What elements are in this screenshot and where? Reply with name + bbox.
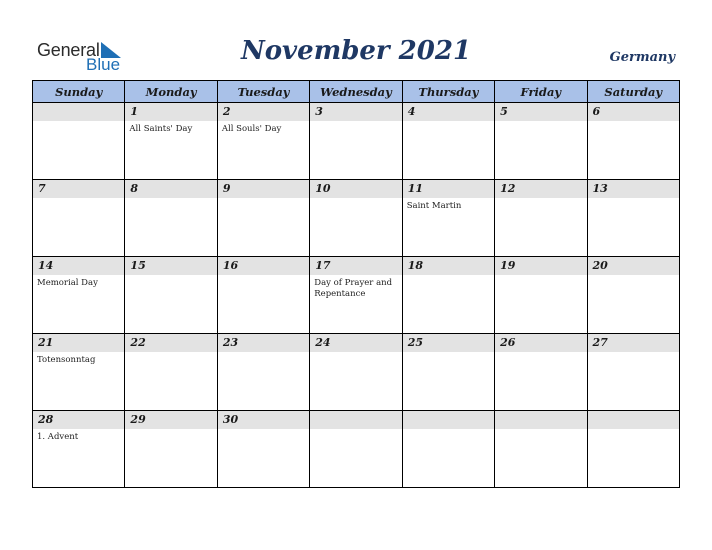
day-cell[interactable]: [33, 257, 125, 334]
holiday-label: [125, 429, 216, 432]
day-cell[interactable]: [495, 257, 587, 334]
holiday-label: [403, 429, 494, 432]
day-cell[interactable]: [310, 334, 402, 411]
holiday-label: [218, 429, 309, 432]
week-row: [33, 180, 680, 257]
holiday-label: [310, 198, 401, 201]
weekday-header-wednesday: Wednesday: [310, 81, 402, 103]
day-number: 18: [403, 257, 494, 275]
holiday-label: [125, 275, 216, 278]
day-cell[interactable]: [402, 411, 494, 488]
day-cell[interactable]: [125, 180, 217, 257]
holiday-label: Saint Martin: [406, 201, 462, 211]
day-cell[interactable]: [402, 257, 494, 334]
day-cell[interactable]: [402, 334, 494, 411]
holiday-label: [33, 121, 124, 124]
holiday-label: [495, 352, 586, 355]
day-number: 28: [33, 411, 124, 429]
day-number: 6: [588, 103, 679, 121]
day-number: 2: [218, 103, 309, 121]
day-number: 19: [495, 257, 586, 275]
holiday-label: [495, 275, 586, 278]
holiday-label: [588, 198, 679, 201]
day-cell[interactable]: [217, 411, 309, 488]
holiday-label: [310, 352, 401, 355]
day-number: [588, 411, 679, 429]
weekday-header-monday: Monday: [125, 81, 217, 103]
day-cell[interactable]: [587, 103, 679, 180]
day-cell[interactable]: [402, 180, 494, 257]
day-cell[interactable]: [495, 334, 587, 411]
day-cell[interactable]: [587, 411, 679, 488]
day-number: [310, 411, 401, 429]
day-number: 4: [403, 103, 494, 121]
day-cell[interactable]: [310, 103, 402, 180]
day-cell[interactable]: [217, 334, 309, 411]
holiday-label: [218, 352, 309, 355]
weekday-header-friday: Friday: [495, 81, 587, 103]
week-row: [33, 334, 680, 411]
day-cell[interactable]: [495, 180, 587, 257]
day-cell[interactable]: [310, 257, 402, 334]
day-cell[interactable]: [33, 180, 125, 257]
holiday-label: 1. Advent: [37, 432, 79, 442]
day-number: 16: [218, 257, 309, 275]
holiday-label: [33, 198, 124, 201]
logo-text-general: General: [37, 40, 100, 60]
day-number: 21: [33, 334, 124, 352]
day-number: 26: [495, 334, 586, 352]
day-cell[interactable]: [125, 334, 217, 411]
weekday-header-sunday: Sunday: [33, 81, 125, 103]
day-number: 24: [310, 334, 401, 352]
weekday-header-thursday: Thursday: [402, 81, 494, 103]
holiday-label: [125, 198, 216, 201]
holiday-label: All Souls' Day: [221, 124, 282, 134]
day-number: 5: [495, 103, 586, 121]
day-number: 1: [125, 103, 216, 121]
holiday-label: [218, 275, 309, 278]
holiday-label: [495, 198, 586, 201]
day-cell[interactable]: [310, 180, 402, 257]
day-number: 15: [125, 257, 216, 275]
holiday-label: [495, 429, 586, 432]
day-cell[interactable]: [125, 411, 217, 488]
day-cell[interactable]: [310, 411, 402, 488]
holiday-label: Totensonntag: [37, 355, 96, 365]
day-cell[interactable]: [33, 411, 125, 488]
day-number: 17: [310, 257, 401, 275]
week-row: [33, 411, 680, 488]
weekday-header-saturday: Saturday: [587, 81, 679, 103]
day-number: 23: [218, 334, 309, 352]
day-cell[interactable]: [125, 257, 217, 334]
holiday-label: [588, 352, 679, 355]
day-cell[interactable]: [495, 411, 587, 488]
day-cell[interactable]: [587, 257, 679, 334]
day-number: 22: [125, 334, 216, 352]
day-number: 12: [495, 180, 586, 198]
day-number: 9: [218, 180, 309, 198]
calendar-grid: [32, 80, 680, 488]
week-row: [33, 103, 680, 180]
day-cell[interactable]: [125, 103, 217, 180]
day-number: 13: [588, 180, 679, 198]
weekday-header-tuesday: Tuesday: [217, 81, 309, 103]
day-number: 7: [33, 180, 124, 198]
day-number: 10: [310, 180, 401, 198]
holiday-label: [588, 275, 679, 278]
holiday-label: [310, 429, 401, 432]
day-cell[interactable]: [495, 103, 587, 180]
day-cell[interactable]: [33, 103, 125, 180]
day-number: 8: [125, 180, 216, 198]
holiday-label: [403, 275, 494, 278]
day-number: 30: [218, 411, 309, 429]
holiday-label: All Saints' Day: [129, 124, 193, 134]
logo-text-blue: Blue: [86, 55, 121, 74]
holiday-label: Memorial Day: [37, 278, 98, 288]
day-number: 14: [33, 257, 124, 275]
weekday-header-row: [33, 81, 680, 103]
holiday-label: [403, 121, 494, 124]
country-label: Germany: [609, 50, 675, 65]
holiday-label: [310, 121, 401, 124]
week-row: [33, 257, 680, 334]
day-number: 20: [588, 257, 679, 275]
holiday-label: [218, 198, 309, 201]
holiday-label: [495, 121, 586, 124]
day-number: [495, 411, 586, 429]
day-cell[interactable]: [587, 334, 679, 411]
day-number: 25: [403, 334, 494, 352]
day-cell[interactable]: [33, 334, 125, 411]
day-number: 3: [310, 103, 401, 121]
day-cell[interactable]: [402, 103, 494, 180]
day-cell[interactable]: [217, 180, 309, 257]
holiday-label: [588, 121, 679, 124]
day-number: [403, 411, 494, 429]
day-number: 11: [403, 180, 494, 198]
holiday-label: Day of Prayer and Repentance: [314, 278, 393, 299]
day-number: 27: [588, 334, 679, 352]
calendar-title: November 2021: [240, 36, 472, 66]
day-cell[interactable]: [217, 103, 309, 180]
day-cell[interactable]: [217, 257, 309, 334]
holiday-label: [403, 352, 494, 355]
holiday-label: [125, 352, 216, 355]
day-number: [33, 103, 124, 121]
day-number: 29: [125, 411, 216, 429]
day-cell[interactable]: [587, 180, 679, 257]
holiday-label: [588, 429, 679, 432]
